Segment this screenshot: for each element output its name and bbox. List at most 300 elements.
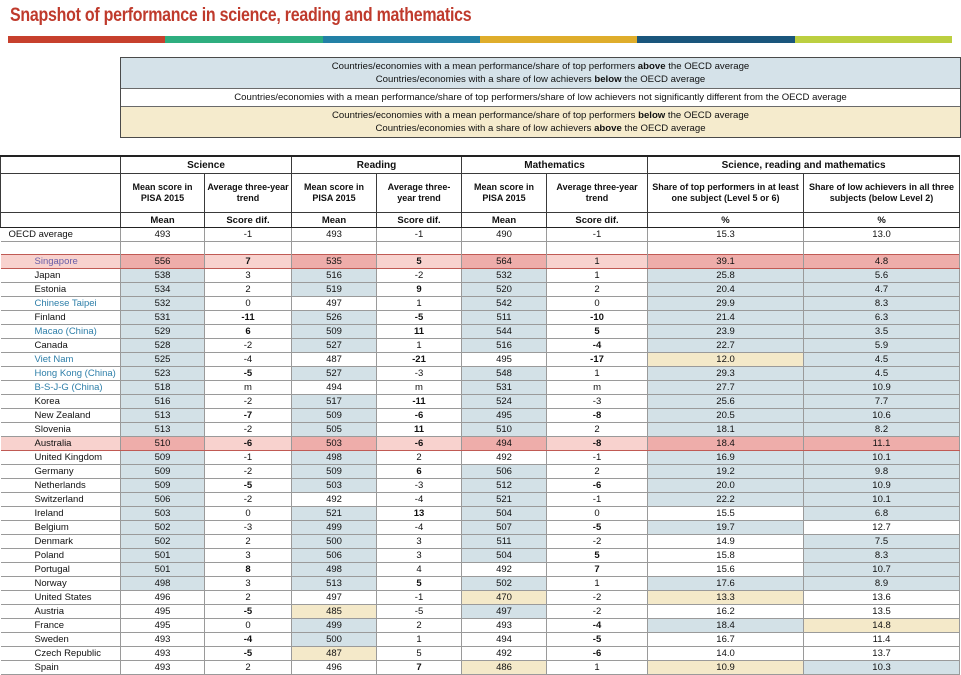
- cell-math-mean: 494: [462, 633, 547, 647]
- cell-science-mean: 501: [121, 549, 205, 563]
- cell-math-trend: 2: [547, 423, 648, 437]
- cell-math-trend: 0: [547, 297, 648, 311]
- legend-section-tan: [121, 106, 960, 137]
- cell-low-achievers: 8.9: [804, 577, 960, 591]
- cell-math-trend: 5: [547, 325, 648, 339]
- cell-math-trend: -6: [547, 647, 648, 661]
- country-name: Australia: [1, 437, 121, 451]
- table-row: [1, 451, 960, 465]
- cell-science-trend: 0: [205, 297, 292, 311]
- cell-reading-trend: 2: [377, 619, 462, 633]
- cell-top-performers: 20.0: [648, 479, 804, 493]
- cell-math-mean: 544: [462, 325, 547, 339]
- cell-low-achievers: 4.5: [804, 353, 960, 367]
- legend-section-blue: [121, 58, 960, 88]
- cell-science-mean: 534: [121, 283, 205, 297]
- cell-low-achievers: 11.4: [804, 633, 960, 647]
- cell-reading-mean: 498: [292, 563, 377, 577]
- cell-science-mean: 528: [121, 339, 205, 353]
- legend-line: Countries/economies with a share of low achievers below the OECD average: [375, 74, 706, 85]
- cell-reading-trend: -5: [377, 311, 462, 325]
- country-name: Czech Republic: [1, 647, 121, 661]
- unit-scoredif: Score dif.: [377, 213, 462, 228]
- cell-low-achievers: 10.7: [804, 563, 960, 577]
- cell-top-performers: 13.3: [648, 591, 804, 605]
- cell-math-mean: 548: [462, 367, 547, 381]
- cell-science-trend: -2: [205, 465, 292, 479]
- page-title: Snapshot of performance in science, reading and mathematics: [10, 5, 472, 26]
- country-name: Spain: [1, 661, 121, 675]
- cell-reading-trend: -6: [377, 409, 462, 423]
- cell-top-performers: 16.2: [648, 605, 804, 619]
- legend-line: Countries/economies with a mean performance/share of top performers below the OECD average: [332, 110, 749, 121]
- country-header-spacer: [1, 156, 121, 174]
- cell-math-mean: 470: [462, 591, 547, 605]
- cell-reading-trend: -3: [377, 479, 462, 493]
- country-name: Korea: [1, 395, 121, 409]
- cell-reading-mean: 494: [292, 381, 377, 395]
- cell-math-trend: 1: [547, 255, 648, 269]
- subheader-math-trend: Average three-year trend: [547, 174, 648, 213]
- cell-low-achievers: 4.5: [804, 367, 960, 381]
- cell-science-mean: 493: [121, 661, 205, 675]
- cell-reading-trend: -11: [377, 395, 462, 409]
- table-row: [1, 619, 960, 633]
- legend-line: Countries/economies with a mean performance/share of top performers above the OECD average: [331, 61, 750, 72]
- cell-science-trend: -1: [205, 228, 292, 242]
- cell-math-trend: -1: [547, 451, 648, 465]
- cell-low-achievers: 7.7: [804, 395, 960, 409]
- table-row: [1, 465, 960, 479]
- cell-science-trend: -2: [205, 339, 292, 353]
- cell-science-trend: 3: [205, 269, 292, 283]
- results-table-wrap: [0, 155, 960, 675]
- cell-math-mean: 490: [462, 228, 547, 242]
- cell-science-trend: m: [205, 381, 292, 395]
- cell-math-trend: -1: [547, 493, 648, 507]
- country-name: Canada: [1, 339, 121, 353]
- cell-top-performers: 12.0: [648, 353, 804, 367]
- cell-math-mean: 494: [462, 437, 547, 451]
- table-row: [1, 479, 960, 493]
- unit-mean: Mean: [292, 213, 377, 228]
- cell-low-achievers: 14.8: [804, 619, 960, 633]
- cell-reading-trend: -5: [377, 605, 462, 619]
- cell-top-performers: 18.4: [648, 619, 804, 633]
- cell-math-mean: 495: [462, 409, 547, 423]
- cell-math-trend: 1: [547, 661, 648, 675]
- cell-top-performers: 23.9: [648, 325, 804, 339]
- country-name: France: [1, 619, 121, 633]
- stripe-segment: [795, 36, 952, 43]
- cell-reading-mean: 516: [292, 269, 377, 283]
- cell-science-mean: 498: [121, 577, 205, 591]
- country-name: Portugal: [1, 563, 121, 577]
- cell-science-mean: 529: [121, 325, 205, 339]
- cell-top-performers: 15.6: [648, 563, 804, 577]
- table-row: [1, 381, 960, 395]
- cell-reading-mean: 503: [292, 437, 377, 451]
- cell-reading-mean: 519: [292, 283, 377, 297]
- cell-reading-trend: -4: [377, 493, 462, 507]
- cell-science-mean: 516: [121, 395, 205, 409]
- cell-math-mean: 486: [462, 661, 547, 675]
- cell-low-achievers: 5.6: [804, 269, 960, 283]
- cell-science-trend: -4: [205, 353, 292, 367]
- cell-science-mean: 501: [121, 563, 205, 577]
- cell-science-mean: 513: [121, 423, 205, 437]
- cell-science-mean: 496: [121, 591, 205, 605]
- cell-reading-trend: 7: [377, 661, 462, 675]
- country-name: Singapore: [1, 255, 121, 269]
- cell-science-trend: 2: [205, 591, 292, 605]
- cell-math-mean: 531: [462, 381, 547, 395]
- subheader-math-mean: Mean score in PISA 2015: [462, 174, 547, 213]
- cell-math-trend: 2: [547, 283, 648, 297]
- cell-top-performers: 29.3: [648, 367, 804, 381]
- unit-mean: Mean: [462, 213, 547, 228]
- legend-line: Countries/economies with a share of low achievers above the OECD average: [375, 123, 706, 134]
- cell-low-achievers: 12.7: [804, 521, 960, 535]
- table-row: [1, 535, 960, 549]
- cell-reading-mean: 526: [292, 311, 377, 325]
- group-header-row: [1, 156, 960, 174]
- cell-reading-trend: 6: [377, 465, 462, 479]
- cell-math-trend: 5: [547, 549, 648, 563]
- cell-top-performers: 16.9: [648, 451, 804, 465]
- cell-math-mean: 492: [462, 451, 547, 465]
- stripe-segment: [323, 36, 480, 43]
- cell-science-mean: 509: [121, 479, 205, 493]
- cell-top-performers: 18.4: [648, 437, 804, 451]
- cell-math-mean: 524: [462, 395, 547, 409]
- spacer-row: [1, 242, 960, 255]
- cell-science-trend: -5: [205, 479, 292, 493]
- cell-science-trend: 3: [205, 577, 292, 591]
- cell-science-mean: 510: [121, 437, 205, 451]
- cell-science-mean: 509: [121, 465, 205, 479]
- cell-math-trend: -5: [547, 521, 648, 535]
- cell-math-mean: 511: [462, 311, 547, 325]
- cell-math-trend: -1: [547, 228, 648, 242]
- cell-science-trend: 3: [205, 549, 292, 563]
- cell-math-trend: 1: [547, 367, 648, 381]
- cell-top-performers: 15.8: [648, 549, 804, 563]
- cell-math-mean: 495: [462, 353, 547, 367]
- cell-math-trend: -2: [547, 605, 648, 619]
- cell-top-performers: 15.5: [648, 507, 804, 521]
- cell-top-performers: 18.1: [648, 423, 804, 437]
- cell-math-mean: 516: [462, 339, 547, 353]
- table-row: [1, 395, 960, 409]
- cell-reading-trend: 1: [377, 297, 462, 311]
- table-row: [1, 325, 960, 339]
- cell-science-mean: 495: [121, 605, 205, 619]
- table-row: [1, 283, 960, 297]
- cell-reading-mean: 521: [292, 507, 377, 521]
- table-row: [1, 577, 960, 591]
- cell-reading-trend: 11: [377, 423, 462, 437]
- cell-low-achievers: 8.3: [804, 549, 960, 563]
- cell-science-trend: -5: [205, 605, 292, 619]
- cell-reading-trend: 2: [377, 451, 462, 465]
- country-name: Chinese Taipei: [1, 297, 121, 311]
- cell-science-trend: 0: [205, 507, 292, 521]
- cell-low-achievers: 4.8: [804, 255, 960, 269]
- cell-math-trend: -2: [547, 535, 648, 549]
- cell-reading-trend: 4: [377, 563, 462, 577]
- cell-math-mean: 521: [462, 493, 547, 507]
- cell-science-trend: -5: [205, 647, 292, 661]
- units-header-row: [1, 213, 960, 228]
- cell-science-mean: 525: [121, 353, 205, 367]
- country-name: Finland: [1, 311, 121, 325]
- country-name: United Kingdom: [1, 451, 121, 465]
- cell-science-mean: 502: [121, 535, 205, 549]
- cell-math-mean: 502: [462, 577, 547, 591]
- cell-top-performers: 22.7: [648, 339, 804, 353]
- cell-low-achievers: 3.5: [804, 325, 960, 339]
- country-name: Netherlands: [1, 479, 121, 493]
- sub-header-row: [1, 174, 960, 213]
- cell-top-performers: 21.4: [648, 311, 804, 325]
- cell-science-mean: 518: [121, 381, 205, 395]
- cell-reading-trend: 5: [377, 647, 462, 661]
- country-name: B-S-J-G (China): [1, 381, 121, 395]
- cell-reading-mean: 503: [292, 479, 377, 493]
- cell-math-trend: -4: [547, 619, 648, 633]
- country-name: Austria: [1, 605, 121, 619]
- cell-top-performers: 20.5: [648, 409, 804, 423]
- cell-science-mean: 513: [121, 409, 205, 423]
- cell-science-mean: 523: [121, 367, 205, 381]
- cell-science-mean: 493: [121, 228, 205, 242]
- results-table: [0, 155, 960, 675]
- cell-science-trend: 2: [205, 283, 292, 297]
- table-row: [1, 339, 960, 353]
- cell-science-mean: 531: [121, 311, 205, 325]
- unit-scoredif: Score dif.: [547, 213, 648, 228]
- country-name: Estonia: [1, 283, 121, 297]
- cell-science-trend: -2: [205, 395, 292, 409]
- country-name: Poland: [1, 549, 121, 563]
- legend-section-white: [121, 88, 960, 106]
- cell-math-mean: 497: [462, 605, 547, 619]
- cell-low-achievers: 4.7: [804, 283, 960, 297]
- cell-low-achievers: 10.6: [804, 409, 960, 423]
- cell-math-trend: -3: [547, 395, 648, 409]
- cell-math-mean: 512: [462, 479, 547, 493]
- legend-box: [120, 57, 961, 138]
- cell-science-trend: -4: [205, 633, 292, 647]
- cell-low-achievers: 5.9: [804, 339, 960, 353]
- cell-math-mean: 504: [462, 549, 547, 563]
- country-name: Slovenia: [1, 423, 121, 437]
- cell-science-trend: 2: [205, 661, 292, 675]
- cell-science-trend: -7: [205, 409, 292, 423]
- cell-science-trend: -2: [205, 493, 292, 507]
- cell-science-trend: -3: [205, 521, 292, 535]
- cell-low-achievers: 13.6: [804, 591, 960, 605]
- cell-low-achievers: 13.0: [804, 228, 960, 242]
- stripe-segment: [637, 36, 794, 43]
- cell-low-achievers: 10.9: [804, 381, 960, 395]
- cell-science-trend: -5: [205, 367, 292, 381]
- cell-science-mean: 503: [121, 507, 205, 521]
- cell-math-trend: -10: [547, 311, 648, 325]
- cell-reading-trend: -4: [377, 521, 462, 535]
- table-row: [1, 591, 960, 605]
- cell-reading-trend: 5: [377, 577, 462, 591]
- table-row: [1, 367, 960, 381]
- cell-low-achievers: 10.1: [804, 493, 960, 507]
- cell-reading-mean: 505: [292, 423, 377, 437]
- cell-math-trend: 7: [547, 563, 648, 577]
- cell-low-achievers: 8.2: [804, 423, 960, 437]
- table-row: [1, 633, 960, 647]
- cell-reading-mean: 487: [292, 647, 377, 661]
- cell-math-trend: 2: [547, 465, 648, 479]
- cell-top-performers: 22.2: [648, 493, 804, 507]
- unit-percent: %: [648, 213, 804, 228]
- cell-reading-mean: 497: [292, 297, 377, 311]
- cell-reading-mean: 492: [292, 493, 377, 507]
- cell-reading-mean: 493: [292, 228, 377, 242]
- cell-reading-trend: 9: [377, 283, 462, 297]
- cell-science-mean: 556: [121, 255, 205, 269]
- cell-math-mean: 564: [462, 255, 547, 269]
- table-row: [1, 493, 960, 507]
- country-name: Denmark: [1, 535, 121, 549]
- cell-reading-trend: -2: [377, 269, 462, 283]
- cell-reading-trend: 11: [377, 325, 462, 339]
- cell-science-mean: 493: [121, 633, 205, 647]
- cell-science-mean: 509: [121, 451, 205, 465]
- cell-science-trend: -6: [205, 437, 292, 451]
- country-name: Sweden: [1, 633, 121, 647]
- table-row: [1, 409, 960, 423]
- cell-reading-trend: 5: [377, 255, 462, 269]
- cell-science-mean: 506: [121, 493, 205, 507]
- cell-reading-trend: -3: [377, 367, 462, 381]
- cell-reading-mean: 506: [292, 549, 377, 563]
- cell-science-mean: 538: [121, 269, 205, 283]
- oecd-average-row: [1, 228, 960, 242]
- cell-reading-trend: 13: [377, 507, 462, 521]
- cell-math-mean: 492: [462, 647, 547, 661]
- cell-reading-mean: 509: [292, 465, 377, 479]
- cell-math-mean: 532: [462, 269, 547, 283]
- cell-low-achievers: 6.8: [804, 507, 960, 521]
- cell-top-performers: 17.6: [648, 577, 804, 591]
- table-row: [1, 647, 960, 661]
- cell-reading-mean: 527: [292, 339, 377, 353]
- cell-math-trend: -2: [547, 591, 648, 605]
- group-mathematics: Mathematics: [462, 156, 648, 174]
- cell-science-trend: 6: [205, 325, 292, 339]
- table-row: [1, 521, 960, 535]
- cell-science-trend: 2: [205, 535, 292, 549]
- cell-low-achievers: 10.1: [804, 451, 960, 465]
- cell-reading-mean: 527: [292, 367, 377, 381]
- subheader-reading-trend: Average three-year trend: [377, 174, 462, 213]
- country-name: Germany: [1, 465, 121, 479]
- table-row: [1, 353, 960, 367]
- country-name: OECD average: [1, 228, 121, 242]
- cell-math-trend: -17: [547, 353, 648, 367]
- cell-reading-trend: 1: [377, 339, 462, 353]
- cell-math-mean: 506: [462, 465, 547, 479]
- subheader-science-trend: Average three-year trend: [205, 174, 292, 213]
- cell-math-trend: 1: [547, 577, 648, 591]
- cell-reading-mean: 497: [292, 591, 377, 605]
- cell-reading-mean: 509: [292, 409, 377, 423]
- cell-low-achievers: 6.3: [804, 311, 960, 325]
- cell-math-mean: 542: [462, 297, 547, 311]
- cell-top-performers: 19.7: [648, 521, 804, 535]
- country-name: New Zealand: [1, 409, 121, 423]
- cell-math-mean: 507: [462, 521, 547, 535]
- cell-math-mean: 504: [462, 507, 547, 521]
- cell-reading-trend: 1: [377, 633, 462, 647]
- cell-top-performers: 39.1: [648, 255, 804, 269]
- cell-reading-mean: 498: [292, 451, 377, 465]
- table-row: [1, 549, 960, 563]
- cell-reading-mean: 509: [292, 325, 377, 339]
- cell-reading-mean: 499: [292, 521, 377, 535]
- cell-low-achievers: 13.5: [804, 605, 960, 619]
- cell-reading-trend: -1: [377, 228, 462, 242]
- cell-science-trend: 7: [205, 255, 292, 269]
- country-name: Belgium: [1, 521, 121, 535]
- stripe-segment: [165, 36, 322, 43]
- table-row: [1, 605, 960, 619]
- country-name: Switzerland: [1, 493, 121, 507]
- cell-reading-mean: 535: [292, 255, 377, 269]
- results-table-body: [1, 228, 960, 675]
- cell-science-trend: 0: [205, 619, 292, 633]
- cell-reading-trend: m: [377, 381, 462, 395]
- stripe-segment: [480, 36, 637, 43]
- cell-top-performers: 27.7: [648, 381, 804, 395]
- cell-math-trend: 1: [547, 269, 648, 283]
- cell-math-trend: -4: [547, 339, 648, 353]
- cell-science-trend: -1: [205, 451, 292, 465]
- country-name: Hong Kong (China): [1, 367, 121, 381]
- cell-reading-mean: 485: [292, 605, 377, 619]
- cell-top-performers: 14.9: [648, 535, 804, 549]
- cell-top-performers: 16.7: [648, 633, 804, 647]
- table-row: [1, 507, 960, 521]
- table-row: [1, 423, 960, 437]
- cell-top-performers: 19.2: [648, 465, 804, 479]
- table-row: [1, 563, 960, 577]
- country-name: Ireland: [1, 507, 121, 521]
- cell-top-performers: 14.0: [648, 647, 804, 661]
- cell-science-mean: 495: [121, 619, 205, 633]
- cell-top-performers: 20.4: [648, 283, 804, 297]
- cell-reading-trend: -6: [377, 437, 462, 451]
- cell-top-performers: 25.8: [648, 269, 804, 283]
- cell-low-achievers: 11.1: [804, 437, 960, 451]
- cell-reading-mean: 517: [292, 395, 377, 409]
- cell-low-achievers: 13.7: [804, 647, 960, 661]
- table-row: [1, 661, 960, 675]
- cell-math-trend: m: [547, 381, 648, 395]
- group-science: Science: [121, 156, 292, 174]
- cell-reading-mean: 487: [292, 353, 377, 367]
- subheader-reading-mean: Mean score in PISA 2015: [292, 174, 377, 213]
